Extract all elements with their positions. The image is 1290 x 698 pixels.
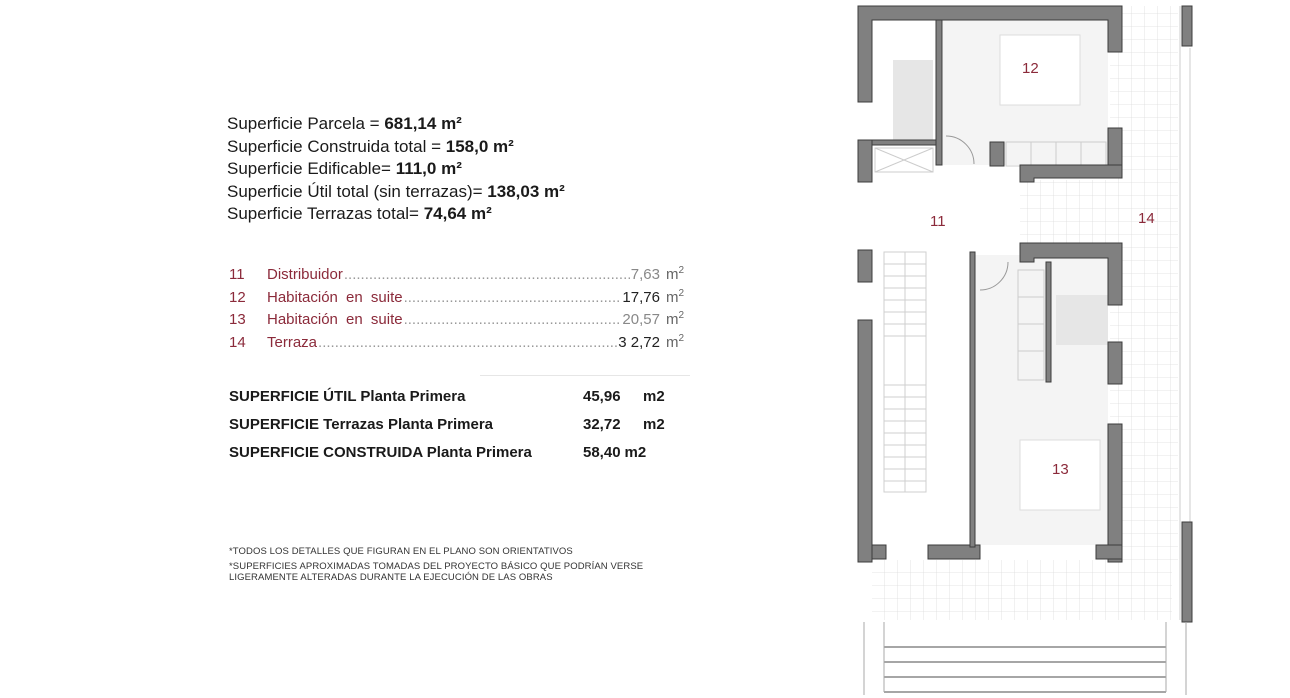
room-unit (666, 262, 684, 285)
summary-edificable (227, 158, 565, 181)
divider (480, 375, 690, 376)
unit-sup: 2 (678, 310, 684, 321)
leader-dots (404, 289, 622, 308)
room-area: 3 2,72 (618, 333, 660, 351)
total-unit: m2 (624, 443, 647, 461)
surface-summary (227, 113, 565, 226)
room-label-13: 13 (1052, 461, 1069, 478)
note-line: LIGERAMENTE ALTERADAS DURANTE LA EJECUCIÓN DE LAS OBRAS (229, 572, 553, 583)
floor-plan (850, 0, 1200, 698)
summary-label: Superficie Edificable= (227, 159, 396, 178)
total-unit: m2 (643, 415, 665, 433)
unit-sup: 2 (678, 332, 684, 344)
room-number: 12 (229, 288, 246, 306)
unit-sup: 2 (678, 265, 684, 276)
room-name: Distribuidor (267, 266, 343, 283)
room-row (229, 262, 684, 285)
room-area: 17,76 (622, 288, 660, 306)
unit-text: m (665, 333, 679, 351)
total-value: 58,40 (583, 443, 621, 461)
total-row-construida (229, 438, 699, 466)
summary-label: Superficie Terrazas total= (227, 204, 424, 223)
room-row (229, 285, 684, 308)
total-label: SUPERFICIE ÚTIL Planta Primera (229, 387, 466, 405)
leader-dots (318, 334, 617, 353)
disclaimer-notes (229, 546, 643, 584)
summary-terrazas (227, 203, 565, 226)
terrace-tiles (872, 560, 1172, 620)
room-number: 11 (229, 266, 245, 283)
summary-value: 74,64 m² (423, 204, 492, 223)
room-row (229, 330, 684, 353)
room-name: Terraza (267, 333, 318, 351)
bed-icon (1000, 35, 1080, 105)
summary-label: Superficie Construida total = (227, 136, 446, 156)
room-label-12: 12 (1022, 60, 1039, 77)
room-unit (666, 330, 684, 353)
total-label: SUPERFICIE CONSTRUIDA Planta Primera (229, 443, 532, 461)
bathroom-floor (893, 60, 933, 140)
unit-sup: 2 (678, 287, 684, 299)
unit-text: m (665, 266, 679, 283)
leader-dots (344, 266, 630, 285)
summary-value: 681,14 m² (384, 114, 462, 133)
leader-dots (404, 311, 622, 330)
summary-value: 138,03 m² (487, 181, 565, 201)
terrace-tiles (1020, 180, 1110, 250)
summary-label: Superficie Útil total (sin terrazas)= (227, 181, 488, 201)
room-name: Habitación en suite (267, 311, 403, 328)
staircase (884, 252, 926, 492)
summary-parcela (227, 113, 565, 136)
room-row (229, 307, 684, 330)
bathroom-floor (1056, 295, 1108, 345)
summary-value: 158,0 m² (445, 136, 514, 156)
unit-text: m (665, 288, 679, 306)
room-area: 20,57 (622, 311, 660, 328)
summary-construida (227, 136, 565, 159)
room-list (229, 262, 684, 352)
total-row-util (229, 382, 699, 410)
floor-totals (229, 382, 699, 466)
room-label-11: 11 (930, 213, 946, 230)
total-row-terrazas (229, 410, 699, 438)
room-unit (666, 307, 684, 330)
room-name: Habitación en suite (267, 288, 403, 306)
entry-steps (884, 647, 1166, 692)
note-line: *TODOS LOS DETALLES QUE FIGURAN EN EL PLANO SON ORIENTATIVOS (229, 546, 573, 557)
unit-text: m (665, 311, 679, 328)
total-unit: m2 (643, 387, 665, 405)
total-value: 45,96 (583, 387, 621, 405)
room-number: 13 (229, 311, 246, 328)
note-line: *SUPERFICIES APROXIMADAS TOMADAS DEL PROYECTO BÁSICO QUE PODRÍAN VERSE (229, 560, 644, 572)
summary-label: Superficie Parcela = (227, 114, 385, 133)
room-label-14: 14 (1138, 210, 1155, 227)
room-area: 7,63 (630, 266, 660, 283)
room-number: 14 (229, 333, 246, 351)
total-label: SUPERFICIE Terrazas Planta Primera (229, 415, 493, 433)
summary-value: 111,0 m² (395, 159, 462, 178)
total-value: 32,72 (583, 415, 621, 433)
room-unit (666, 285, 684, 308)
summary-util (227, 181, 565, 204)
